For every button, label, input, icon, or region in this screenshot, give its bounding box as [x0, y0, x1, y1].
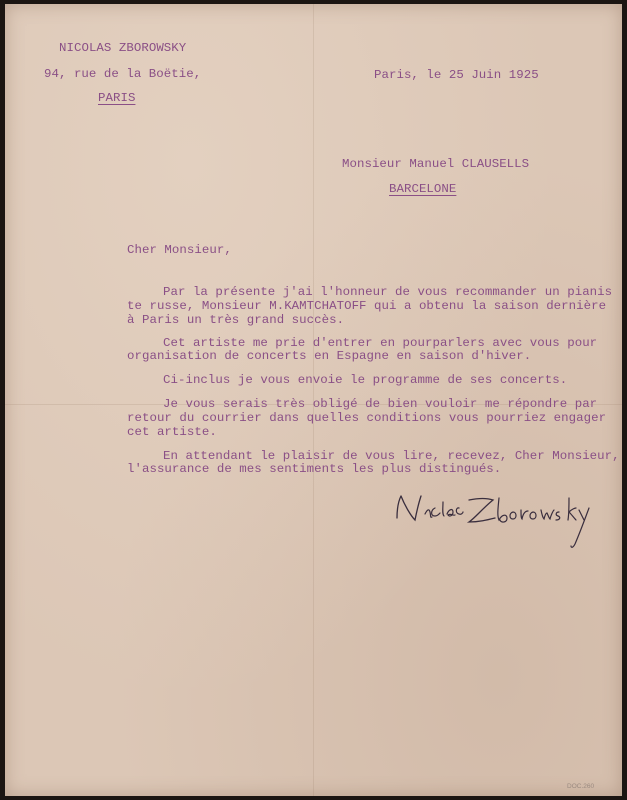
body-line: organisation de concerts en Espagne en saison d'hiver.: [127, 349, 532, 363]
body-line: cet artiste.: [127, 425, 217, 439]
body-line: Je vous serais très obligé de bien vouloir me répondre par: [163, 397, 598, 411]
body-line: retour du courrier dans quelles conditions vous pourriez engager: [127, 411, 607, 425]
letterhead-address: 94, rue de la Boëtie,: [44, 67, 202, 81]
date-line: Paris, le 25 Juin 1925: [374, 68, 539, 82]
body-line: te russe, Monsieur M.KAMTCHATOFF qui a obtenu la saison dernière: [127, 299, 607, 313]
body-line: Ci-inclus je vous envoie le programme de ses concerts.: [163, 373, 568, 387]
body-line: Cet artiste me prie d'entrer en pourparlers avec vous pour: [163, 336, 598, 350]
body-line: Par la présente j'ai l'honneur de vous recommander un pianis: [163, 285, 613, 299]
body-line: En attendant le plaisir de vous lire, recevez, Cher Monsieur,: [163, 449, 620, 463]
handwritten-signature: [383, 478, 613, 558]
salutation: Cher Monsieur,: [127, 243, 232, 257]
archive-stamp: DOC.260: [567, 783, 595, 790]
recipient-name: Monsieur Manuel CLAUSELLS: [342, 157, 530, 171]
letter-page: [5, 4, 622, 796]
letterhead-name: NICOLAS ZBOROWSKY: [59, 41, 187, 55]
body-line: à Paris un très grand succès.: [127, 313, 345, 327]
recipient-city: BARCELONE: [389, 182, 457, 196]
body-line: l'assurance de mes sentiments les plus distingués.: [127, 462, 502, 476]
letterhead-city: PARIS: [98, 91, 136, 105]
